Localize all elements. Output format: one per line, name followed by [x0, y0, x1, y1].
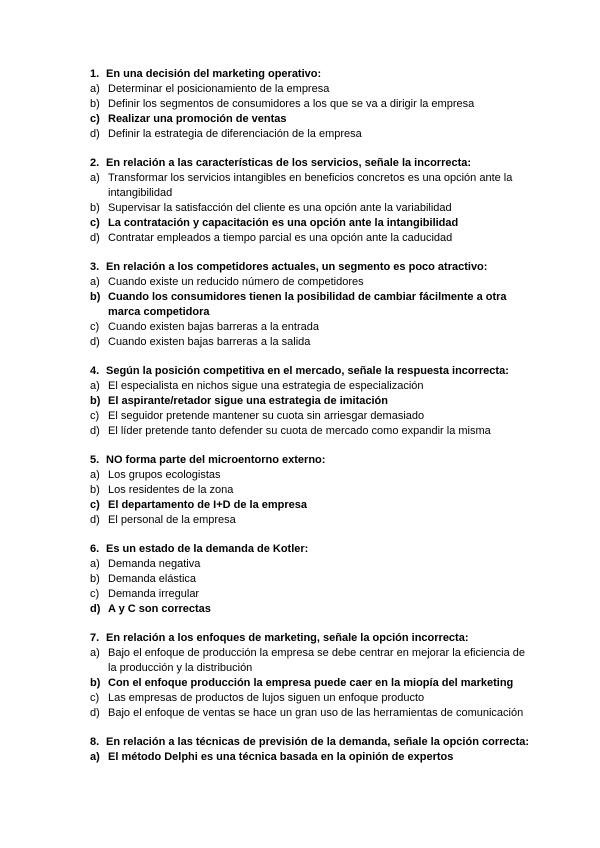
question-8: [90, 735, 530, 765]
question-number: 8.: [90, 736, 100, 748]
question-text: En una decisión del marketing operativo:: [106, 68, 322, 80]
option-letter: d): [90, 128, 100, 140]
option-text: Los grupos ecologistas: [108, 469, 221, 481]
option-text: Demanda elástica: [108, 573, 197, 585]
option-letter: c): [90, 113, 100, 125]
answer-option: [90, 127, 530, 142]
option-letter: d): [90, 232, 100, 244]
option-letter: c): [90, 499, 100, 511]
answer-option: [90, 409, 530, 424]
option-text: Definir los segmentos de consumidores a los que se va a dirigir la empresa: [108, 98, 475, 110]
option-letter: a): [90, 558, 100, 570]
answer-option: [90, 171, 530, 201]
option-text: El seguidor pretende mantener su cuota sin arriesgar demasiado: [108, 410, 425, 422]
option-text: Bajo el enfoque de ventas se hace un gran uso de las herramientas de comunicación: [108, 707, 524, 719]
option-text: A y C son correctas: [108, 603, 211, 615]
option-letter: c): [90, 321, 100, 333]
answer-option: [90, 706, 530, 721]
option-text: Bajo el enfoque de producción la empresa se debe centrar en mejorar la eficiencia de la producción y la distribución: [108, 647, 526, 674]
option-letter: d): [90, 603, 101, 615]
question-text: En relación a los competidores actuales, un segmento es poco atractivo:: [106, 261, 488, 273]
option-letter: b): [90, 291, 101, 303]
option-letter: d): [90, 425, 100, 437]
answer-option-correct: [90, 394, 530, 409]
answer-option-correct: [90, 602, 530, 617]
question-text: En relación a las técnicas de previsión de la demanda, señale la opción correcta:: [106, 736, 530, 748]
question-text: NO forma parte del microentorno externo:: [106, 454, 326, 466]
option-letter: b): [90, 677, 101, 689]
answer-option-correct: [90, 750, 530, 765]
option-letter: a): [90, 469, 100, 481]
question-text: Es un estado de la demanda de Kotler:: [106, 543, 309, 555]
question-6: [90, 542, 530, 617]
option-letter: a): [90, 172, 100, 184]
option-text: Demanda irregular: [108, 588, 200, 600]
option-text: Transformar los servicios intangibles en beneficios concretos es una opción ante la intangibilidad: [108, 172, 513, 199]
answer-option: [90, 424, 530, 439]
question-1: [90, 67, 530, 142]
option-letter: b): [90, 202, 100, 214]
answer-option-correct: [90, 216, 530, 231]
answer-option: [90, 587, 530, 602]
answer-option: [90, 201, 530, 216]
option-letter: b): [90, 395, 101, 407]
question-number: 6.: [90, 543, 100, 555]
option-letter: a): [90, 751, 100, 763]
question-number: 7.: [90, 632, 100, 644]
answer-option: [90, 691, 530, 706]
option-text: La contratación y capacitación es una opción ante la intangibilidad: [108, 217, 459, 229]
question-title: [90, 735, 530, 750]
option-letter: d): [90, 514, 100, 526]
question-number: 2.: [90, 157, 100, 169]
answer-option: [90, 646, 530, 676]
question-title: [90, 156, 530, 171]
option-text: Los residentes de la zona: [108, 484, 234, 496]
answer-option: [90, 379, 530, 394]
question-title: [90, 260, 530, 275]
option-letter: c): [90, 410, 100, 422]
question-4: [90, 364, 530, 439]
answer-option-correct: [90, 676, 530, 691]
option-letter: a): [90, 380, 100, 392]
question-text: En relación a las características de los servicios, señale la incorrecta:: [106, 157, 472, 169]
question-number: 5.: [90, 454, 100, 466]
option-text: Realizar una promoción de ventas: [108, 113, 287, 125]
answer-option-correct: [90, 112, 530, 127]
question-5: [90, 453, 530, 528]
option-letter: a): [90, 276, 100, 288]
option-letter: d): [90, 707, 100, 719]
option-letter: b): [90, 484, 100, 496]
answer-option: [90, 483, 530, 498]
question-number: 1.: [90, 68, 100, 80]
answer-option: [90, 320, 530, 335]
answer-option: [90, 231, 530, 246]
option-text: Cuando existe un reducido número de competidores: [108, 276, 364, 288]
question-title: [90, 542, 530, 557]
option-letter: b): [90, 573, 100, 585]
option-letter: d): [90, 336, 100, 348]
option-text: El líder pretende tanto defender su cuota de mercado como expandir la misma: [108, 425, 491, 437]
option-text: Definir la estrategia de diferenciación de la empresa: [108, 128, 362, 140]
option-text: El especialista en nichos sigue una estrategia de especialización: [108, 380, 424, 392]
option-text: Cuando existen bajas barreras a la salida: [108, 336, 311, 348]
question-title: [90, 453, 530, 468]
question-title: [90, 631, 530, 646]
answer-option: [90, 572, 530, 587]
question-title: [90, 364, 530, 379]
answer-option: [90, 468, 530, 483]
option-text: Determinar el posicionamiento de la empresa: [108, 83, 330, 95]
option-letter: b): [90, 98, 100, 110]
option-text: El método Delphi es una técnica basada en la opinión de expertos: [108, 751, 454, 763]
answer-option: [90, 335, 530, 350]
option-text: El personal de la empresa: [108, 514, 236, 526]
option-text: El aspirante/retador sigue una estrategia de imitación: [108, 395, 388, 407]
option-letter: c): [90, 217, 100, 229]
option-letter: a): [90, 647, 100, 659]
option-text: El departamento de I+D de la empresa: [108, 499, 307, 511]
answer-option: [90, 557, 530, 572]
option-letter: c): [90, 692, 100, 704]
option-text: Las empresas de productos de lujos siguen un enfoque producto: [108, 692, 425, 704]
question-text: Según la posición competitiva en el mercado, señale la respuesta incorrecta:: [106, 365, 509, 377]
quiz-document: [90, 67, 530, 779]
answer-option: [90, 82, 530, 97]
answer-option: [90, 275, 530, 290]
question-2: [90, 156, 530, 246]
answer-option: [90, 513, 530, 528]
option-text: Supervisar la satisfacción del cliente es una opción ante la variabilidad: [108, 202, 452, 214]
option-text: Cuando los consumidores tienen la posibilidad de cambiar fácilmente a otra marca competidora: [108, 291, 507, 318]
answer-option-correct: [90, 498, 530, 513]
option-text: Contratar empleados a tiempo parcial es una opción ante la caducidad: [108, 232, 453, 244]
option-text: Cuando existen bajas barreras a la entrada: [108, 321, 319, 333]
option-letter: a): [90, 83, 100, 95]
question-7: [90, 631, 530, 721]
option-text: Demanda negativa: [108, 558, 201, 570]
question-title: [90, 67, 530, 82]
question-number: 4.: [90, 365, 100, 377]
question-text: En relación a los enfoques de marketing, señale la opción incorrecta:: [106, 632, 469, 644]
question-number: 3.: [90, 261, 100, 273]
answer-option: [90, 97, 530, 112]
question-3: [90, 260, 530, 350]
option-letter: c): [90, 588, 100, 600]
option-text: Con el enfoque producción la empresa puede caer en la miopía del marketing: [108, 677, 514, 689]
answer-option-correct: [90, 290, 530, 320]
